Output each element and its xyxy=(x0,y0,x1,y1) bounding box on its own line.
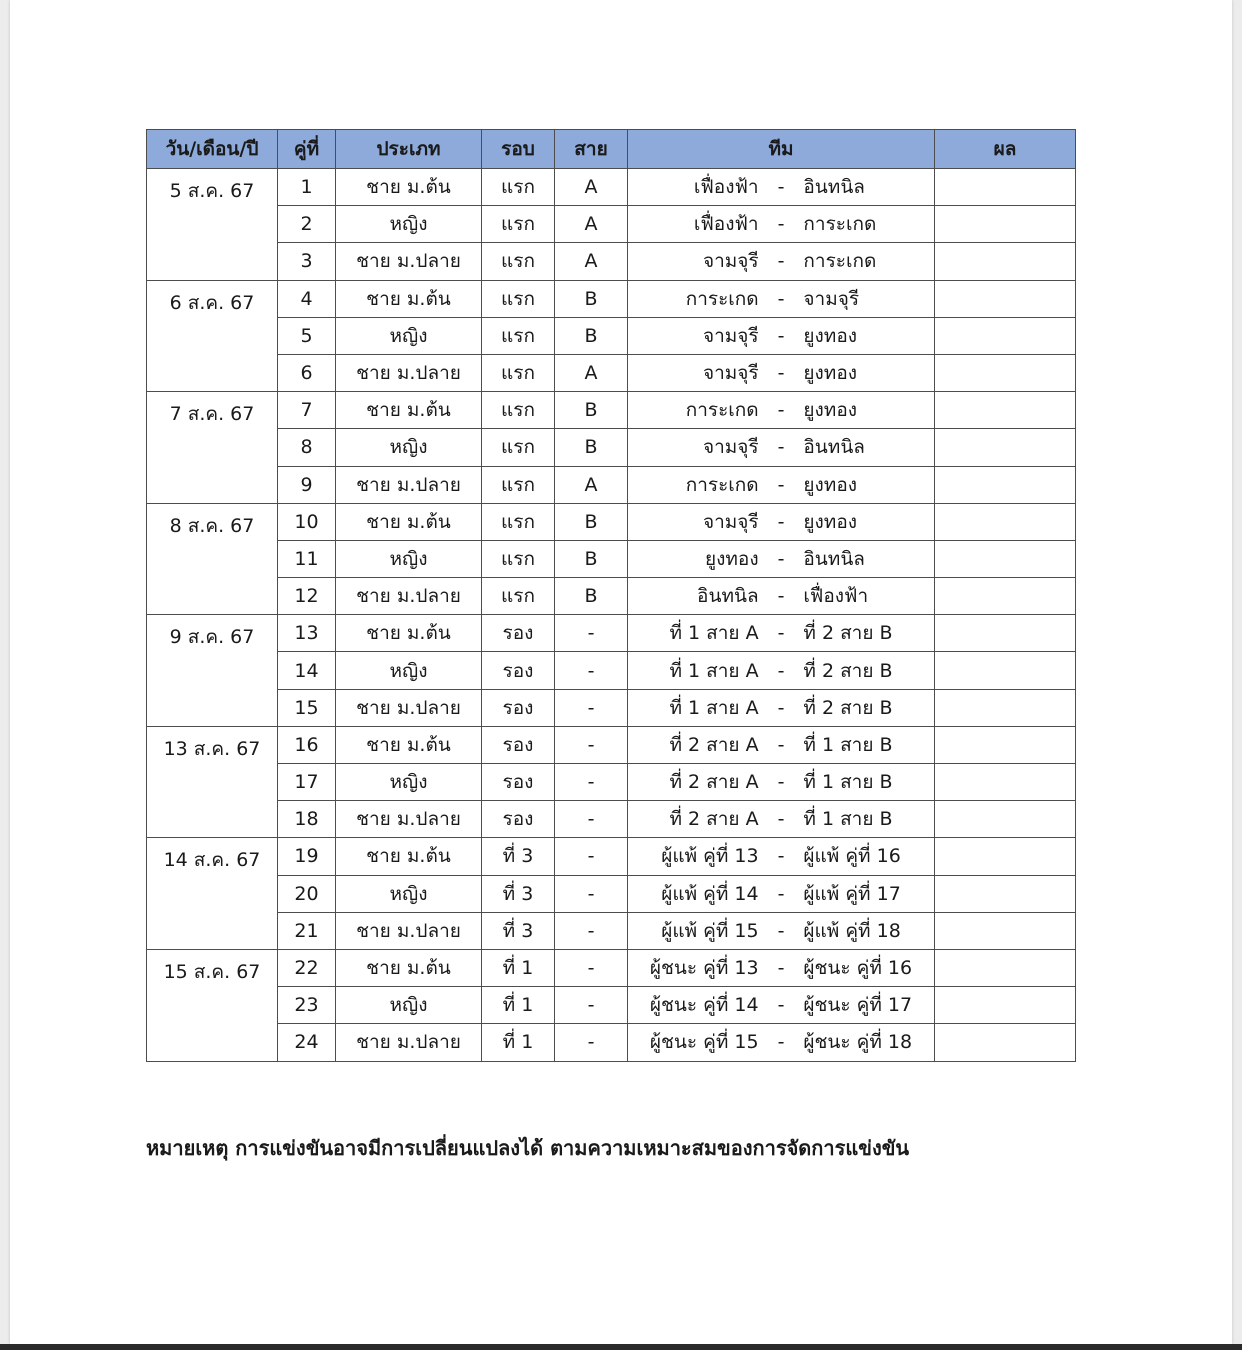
round-cell: แรก xyxy=(482,354,555,391)
match-no-cell: 4 xyxy=(278,280,336,317)
category-cell: หญิง xyxy=(336,540,482,577)
versus-separator: - xyxy=(777,213,785,236)
category-cell: ชาย ม.ต้น xyxy=(336,392,482,429)
teams-cell xyxy=(628,578,935,615)
team-pair xyxy=(628,209,934,239)
teams-cell xyxy=(628,503,935,540)
team-pair xyxy=(628,358,934,388)
match-no-cell: 8 xyxy=(278,429,336,466)
round-cell: แรก xyxy=(482,578,555,615)
footnote: หมายเหตุ การแข่งขันอาจมีการเปลี่ยนแปลงได้ ตามความเหมาะสมของการจัดการแข่งขัน xyxy=(146,1136,910,1160)
result-cell xyxy=(935,578,1076,615)
versus-separator: - xyxy=(777,919,785,942)
team-pair xyxy=(628,544,934,574)
team-home: ผู้แพ้ คู่ที่ 13 xyxy=(661,845,759,868)
result-cell xyxy=(935,206,1076,243)
result-cell xyxy=(935,169,1076,206)
bottom-edge xyxy=(0,1344,1242,1350)
group-cell: A xyxy=(555,466,628,503)
team-home: ยูงทอง xyxy=(704,547,759,570)
category-cell: ชาย ม.ปลาย xyxy=(336,1024,482,1061)
match-no-cell: 3 xyxy=(278,243,336,280)
date-cell: 15 ส.ค. 67 xyxy=(147,949,278,1061)
team-pair xyxy=(628,804,934,834)
match-no-cell: 23 xyxy=(278,987,336,1024)
round-cell: รอง xyxy=(482,764,555,801)
team-home: จามจุรี xyxy=(702,436,759,459)
result-cell xyxy=(935,1024,1076,1061)
team-home: จามจุรี xyxy=(702,362,759,385)
match-no-cell: 13 xyxy=(278,615,336,652)
team-away: ที่ 1 สาย B xyxy=(803,771,893,794)
schedule-body xyxy=(147,169,1076,1062)
table-row xyxy=(147,503,1076,540)
team-pair xyxy=(628,730,934,760)
team-away: ที่ 1 สาย B xyxy=(803,733,893,756)
table-row xyxy=(147,764,1076,801)
teams-cell xyxy=(628,949,935,986)
team-away: ยูงทอง xyxy=(803,399,858,422)
match-no-cell: 12 xyxy=(278,578,336,615)
category-cell: หญิง xyxy=(336,875,482,912)
versus-separator: - xyxy=(777,362,785,385)
round-cell: ที่ 3 xyxy=(482,875,555,912)
category-cell: ชาย ม.ปลาย xyxy=(336,578,482,615)
teams-cell xyxy=(628,726,935,763)
match-no-cell: 17 xyxy=(278,764,336,801)
category-cell: หญิง xyxy=(336,764,482,801)
team-home: อินทนิล xyxy=(697,585,759,608)
category-cell: ชาย ม.ปลาย xyxy=(336,354,482,391)
team-home: เฟื่องฟ้า xyxy=(693,176,759,199)
round-cell: ที่ 3 xyxy=(482,838,555,875)
teams-cell xyxy=(628,466,935,503)
team-pair xyxy=(628,656,934,686)
result-cell xyxy=(935,503,1076,540)
table-row xyxy=(147,615,1076,652)
table-row xyxy=(147,726,1076,763)
result-cell xyxy=(935,949,1076,986)
team-away: ผู้ชนะ คู่ที่ 17 xyxy=(803,994,913,1017)
team-home: ที่ 2 สาย A xyxy=(669,771,759,794)
header-round: รอบ xyxy=(482,130,555,169)
team-away: การะเกด xyxy=(803,250,877,273)
team-pair xyxy=(628,470,934,500)
category-cell: ชาย ม.ปลาย xyxy=(336,912,482,949)
result-cell xyxy=(935,689,1076,726)
category-cell: ชาย ม.ปลาย xyxy=(336,689,482,726)
team-away: ยูงทอง xyxy=(803,473,858,496)
team-away: จามจุรี xyxy=(803,287,860,310)
team-pair xyxy=(628,841,934,871)
team-away: ผู้แพ้ คู่ที่ 17 xyxy=(803,882,901,905)
round-cell: แรก xyxy=(482,280,555,317)
group-cell: A xyxy=(555,354,628,391)
team-home: ที่ 1 สาย A xyxy=(669,696,759,719)
header-teams: ทีม xyxy=(628,130,935,169)
result-cell xyxy=(935,243,1076,280)
teams-cell xyxy=(628,280,935,317)
team-away: ที่ 2 สาย B xyxy=(803,622,893,645)
table-row xyxy=(147,801,1076,838)
team-home: การะเกด xyxy=(685,287,759,310)
round-cell: ที่ 1 xyxy=(482,987,555,1024)
versus-separator: - xyxy=(777,547,785,570)
team-home: ผู้ชนะ คู่ที่ 13 xyxy=(649,957,759,980)
team-away: ผู้ชนะ คู่ที่ 18 xyxy=(803,1031,913,1054)
teams-cell xyxy=(628,764,935,801)
versus-separator: - xyxy=(777,510,785,533)
header-date: วัน/เดือน/ปี xyxy=(147,130,278,169)
round-cell: แรก xyxy=(482,169,555,206)
table-row xyxy=(147,912,1076,949)
result-cell xyxy=(935,764,1076,801)
round-cell: ที่ 1 xyxy=(482,1024,555,1061)
table-row xyxy=(147,243,1076,280)
team-home: การะเกด xyxy=(685,399,759,422)
teams-cell xyxy=(628,429,935,466)
match-no-cell: 14 xyxy=(278,652,336,689)
group-cell: B xyxy=(555,392,628,429)
category-cell: ชาย ม.ปลาย xyxy=(336,466,482,503)
round-cell: รอง xyxy=(482,726,555,763)
team-home: ที่ 2 สาย A xyxy=(669,733,759,756)
teams-cell xyxy=(628,1024,935,1061)
table-row xyxy=(147,206,1076,243)
teams-cell xyxy=(628,987,935,1024)
result-cell xyxy=(935,540,1076,577)
match-no-cell: 6 xyxy=(278,354,336,391)
round-cell: รอง xyxy=(482,652,555,689)
round-cell: แรก xyxy=(482,317,555,354)
table-row xyxy=(147,1024,1076,1061)
team-away: ที่ 2 สาย B xyxy=(803,696,893,719)
team-pair xyxy=(628,1027,934,1057)
result-cell xyxy=(935,317,1076,354)
schedule-table xyxy=(146,129,1076,1062)
versus-separator: - xyxy=(777,287,785,310)
teams-cell xyxy=(628,838,935,875)
team-home: การะเกด xyxy=(685,473,759,496)
result-cell xyxy=(935,912,1076,949)
teams-cell xyxy=(628,875,935,912)
team-away: อินทนิล xyxy=(803,547,865,570)
match-no-cell: 24 xyxy=(278,1024,336,1061)
date-cell: 8 ส.ค. 67 xyxy=(147,503,278,615)
teams-cell xyxy=(628,354,935,391)
team-away: อินทนิล xyxy=(803,176,865,199)
result-cell xyxy=(935,392,1076,429)
match-no-cell: 1 xyxy=(278,169,336,206)
versus-separator: - xyxy=(777,473,785,496)
team-away: การะเกด xyxy=(803,213,877,236)
versus-separator: - xyxy=(777,436,785,459)
versus-separator: - xyxy=(777,733,785,756)
group-cell: B xyxy=(555,280,628,317)
team-away: ผู้แพ้ คู่ที่ 18 xyxy=(803,919,901,942)
team-away: ยูงทอง xyxy=(803,324,858,347)
team-pair xyxy=(628,284,934,314)
round-cell: รอง xyxy=(482,689,555,726)
round-cell: แรก xyxy=(482,540,555,577)
group-cell: - xyxy=(555,875,628,912)
team-home: ผู้แพ้ คู่ที่ 15 xyxy=(661,919,759,942)
team-pair xyxy=(628,879,934,909)
group-cell: A xyxy=(555,243,628,280)
group-cell: - xyxy=(555,615,628,652)
team-pair xyxy=(628,395,934,425)
category-cell: ชาย ม.ต้น xyxy=(336,949,482,986)
table-row xyxy=(147,875,1076,912)
date-cell: 9 ส.ค. 67 xyxy=(147,615,278,727)
teams-cell xyxy=(628,652,935,689)
header-row xyxy=(147,130,1076,169)
table-row xyxy=(147,689,1076,726)
team-home: จามจุรี xyxy=(702,324,759,347)
result-cell xyxy=(935,429,1076,466)
table-row xyxy=(147,540,1076,577)
header-match-no: คู่ที่ xyxy=(278,130,336,169)
versus-separator: - xyxy=(777,659,785,682)
team-pair xyxy=(628,953,934,983)
group-cell: - xyxy=(555,764,628,801)
category-cell: ชาย ม.ปลาย xyxy=(336,801,482,838)
team-home: ที่ 1 สาย A xyxy=(669,622,759,645)
match-no-cell: 20 xyxy=(278,875,336,912)
date-cell: 14 ส.ค. 67 xyxy=(147,838,278,950)
table-row xyxy=(147,987,1076,1024)
round-cell: แรก xyxy=(482,206,555,243)
result-cell xyxy=(935,801,1076,838)
team-pair xyxy=(628,767,934,797)
group-cell: A xyxy=(555,206,628,243)
versus-separator: - xyxy=(777,622,785,645)
match-no-cell: 7 xyxy=(278,392,336,429)
match-no-cell: 16 xyxy=(278,726,336,763)
match-no-cell: 11 xyxy=(278,540,336,577)
teams-cell xyxy=(628,243,935,280)
group-cell: - xyxy=(555,801,628,838)
match-no-cell: 2 xyxy=(278,206,336,243)
match-no-cell: 22 xyxy=(278,949,336,986)
round-cell: แรก xyxy=(482,243,555,280)
team-home: ผู้ชนะ คู่ที่ 15 xyxy=(649,1031,759,1054)
header-group: สาย xyxy=(555,130,628,169)
group-cell: A xyxy=(555,169,628,206)
table-row xyxy=(147,280,1076,317)
match-no-cell: 18 xyxy=(278,801,336,838)
table-row xyxy=(147,652,1076,689)
team-pair xyxy=(628,432,934,462)
team-away: ผู้ชนะ คู่ที่ 16 xyxy=(803,957,913,980)
team-home: จามจุรี xyxy=(702,510,759,533)
table-row xyxy=(147,429,1076,466)
result-cell xyxy=(935,652,1076,689)
team-home: ผู้ชนะ คู่ที่ 14 xyxy=(649,994,759,1017)
versus-separator: - xyxy=(777,994,785,1017)
table-row xyxy=(147,466,1076,503)
group-cell: B xyxy=(555,503,628,540)
date-cell: 6 ส.ค. 67 xyxy=(147,280,278,392)
round-cell: รอง xyxy=(482,615,555,652)
category-cell: หญิง xyxy=(336,429,482,466)
versus-separator: - xyxy=(777,176,785,199)
group-cell: - xyxy=(555,726,628,763)
teams-cell xyxy=(628,689,935,726)
team-pair xyxy=(628,321,934,351)
team-home: จามจุรี xyxy=(702,250,759,273)
table-row xyxy=(147,354,1076,391)
versus-separator: - xyxy=(777,957,785,980)
versus-separator: - xyxy=(777,696,785,719)
round-cell: แรก xyxy=(482,503,555,540)
team-away: ผู้แพ้ คู่ที่ 16 xyxy=(803,845,901,868)
category-cell: หญิง xyxy=(336,317,482,354)
versus-separator: - xyxy=(777,585,785,608)
teams-cell xyxy=(628,912,935,949)
versus-separator: - xyxy=(777,399,785,422)
category-cell: ชาย ม.ต้น xyxy=(336,838,482,875)
result-cell xyxy=(935,466,1076,503)
match-no-cell: 10 xyxy=(278,503,336,540)
round-cell: แรก xyxy=(482,392,555,429)
versus-separator: - xyxy=(777,250,785,273)
team-away: อินทนิล xyxy=(803,436,865,459)
teams-cell xyxy=(628,317,935,354)
category-cell: ชาย ม.ต้น xyxy=(336,615,482,652)
group-cell: B xyxy=(555,317,628,354)
date-cell: 5 ส.ค. 67 xyxy=(147,169,278,281)
table-row xyxy=(147,392,1076,429)
category-cell: หญิง xyxy=(336,987,482,1024)
result-cell xyxy=(935,354,1076,391)
result-cell xyxy=(935,615,1076,652)
group-cell: - xyxy=(555,838,628,875)
team-pair xyxy=(628,693,934,723)
round-cell: รอง xyxy=(482,801,555,838)
match-no-cell: 15 xyxy=(278,689,336,726)
round-cell: ที่ 1 xyxy=(482,949,555,986)
category-cell: ชาย ม.ต้น xyxy=(336,169,482,206)
header-result: ผล xyxy=(935,130,1076,169)
category-cell: หญิง xyxy=(336,652,482,689)
category-cell: ชาย ม.ต้น xyxy=(336,280,482,317)
team-away: ยูงทอง xyxy=(803,510,858,533)
teams-cell xyxy=(628,206,935,243)
team-away: ที่ 1 สาย B xyxy=(803,808,893,831)
table-row xyxy=(147,949,1076,986)
team-pair xyxy=(628,246,934,276)
versus-separator: - xyxy=(777,845,785,868)
team-home: ผู้แพ้ คู่ที่ 14 xyxy=(661,882,759,905)
result-cell xyxy=(935,280,1076,317)
round-cell: ที่ 3 xyxy=(482,912,555,949)
team-pair xyxy=(628,916,934,946)
result-cell xyxy=(935,987,1076,1024)
teams-cell xyxy=(628,801,935,838)
match-no-cell: 9 xyxy=(278,466,336,503)
table-row xyxy=(147,169,1076,206)
group-cell: B xyxy=(555,578,628,615)
versus-separator: - xyxy=(777,324,785,347)
category-cell: ชาย ม.ปลาย xyxy=(336,243,482,280)
team-pair xyxy=(628,618,934,648)
date-cell: 7 ส.ค. 67 xyxy=(147,392,278,504)
team-pair xyxy=(628,990,934,1020)
table-row xyxy=(147,317,1076,354)
result-cell xyxy=(935,838,1076,875)
round-cell: แรก xyxy=(482,429,555,466)
group-cell: - xyxy=(555,949,628,986)
match-no-cell: 5 xyxy=(278,317,336,354)
group-cell: - xyxy=(555,1024,628,1061)
date-cell: 13 ส.ค. 67 xyxy=(147,726,278,838)
team-pair xyxy=(628,507,934,537)
group-cell: B xyxy=(555,429,628,466)
team-away: ที่ 2 สาย B xyxy=(803,659,893,682)
table-row xyxy=(147,838,1076,875)
header-category: ประเภท xyxy=(336,130,482,169)
teams-cell xyxy=(628,169,935,206)
versus-separator: - xyxy=(777,882,785,905)
group-cell: B xyxy=(555,540,628,577)
group-cell: - xyxy=(555,652,628,689)
team-away: ยูงทอง xyxy=(803,362,858,385)
versus-separator: - xyxy=(777,808,785,831)
team-home: ที่ 2 สาย A xyxy=(669,808,759,831)
group-cell: - xyxy=(555,987,628,1024)
teams-cell xyxy=(628,615,935,652)
team-home: เฟื่องฟ้า xyxy=(693,213,759,236)
match-no-cell: 19 xyxy=(278,838,336,875)
result-cell xyxy=(935,726,1076,763)
round-cell: แรก xyxy=(482,466,555,503)
group-cell: - xyxy=(555,912,628,949)
team-pair xyxy=(628,172,934,202)
table-row xyxy=(147,578,1076,615)
team-pair xyxy=(628,581,934,611)
result-cell xyxy=(935,875,1076,912)
group-cell: - xyxy=(555,689,628,726)
teams-cell xyxy=(628,392,935,429)
team-home: ที่ 1 สาย A xyxy=(669,659,759,682)
category-cell: หญิง xyxy=(336,206,482,243)
versus-separator: - xyxy=(777,1031,785,1054)
category-cell: ชาย ม.ต้น xyxy=(336,726,482,763)
versus-separator: - xyxy=(777,771,785,794)
category-cell: ชาย ม.ต้น xyxy=(336,503,482,540)
match-no-cell: 21 xyxy=(278,912,336,949)
teams-cell xyxy=(628,540,935,577)
team-away: เฟื่องฟ้า xyxy=(803,585,869,608)
